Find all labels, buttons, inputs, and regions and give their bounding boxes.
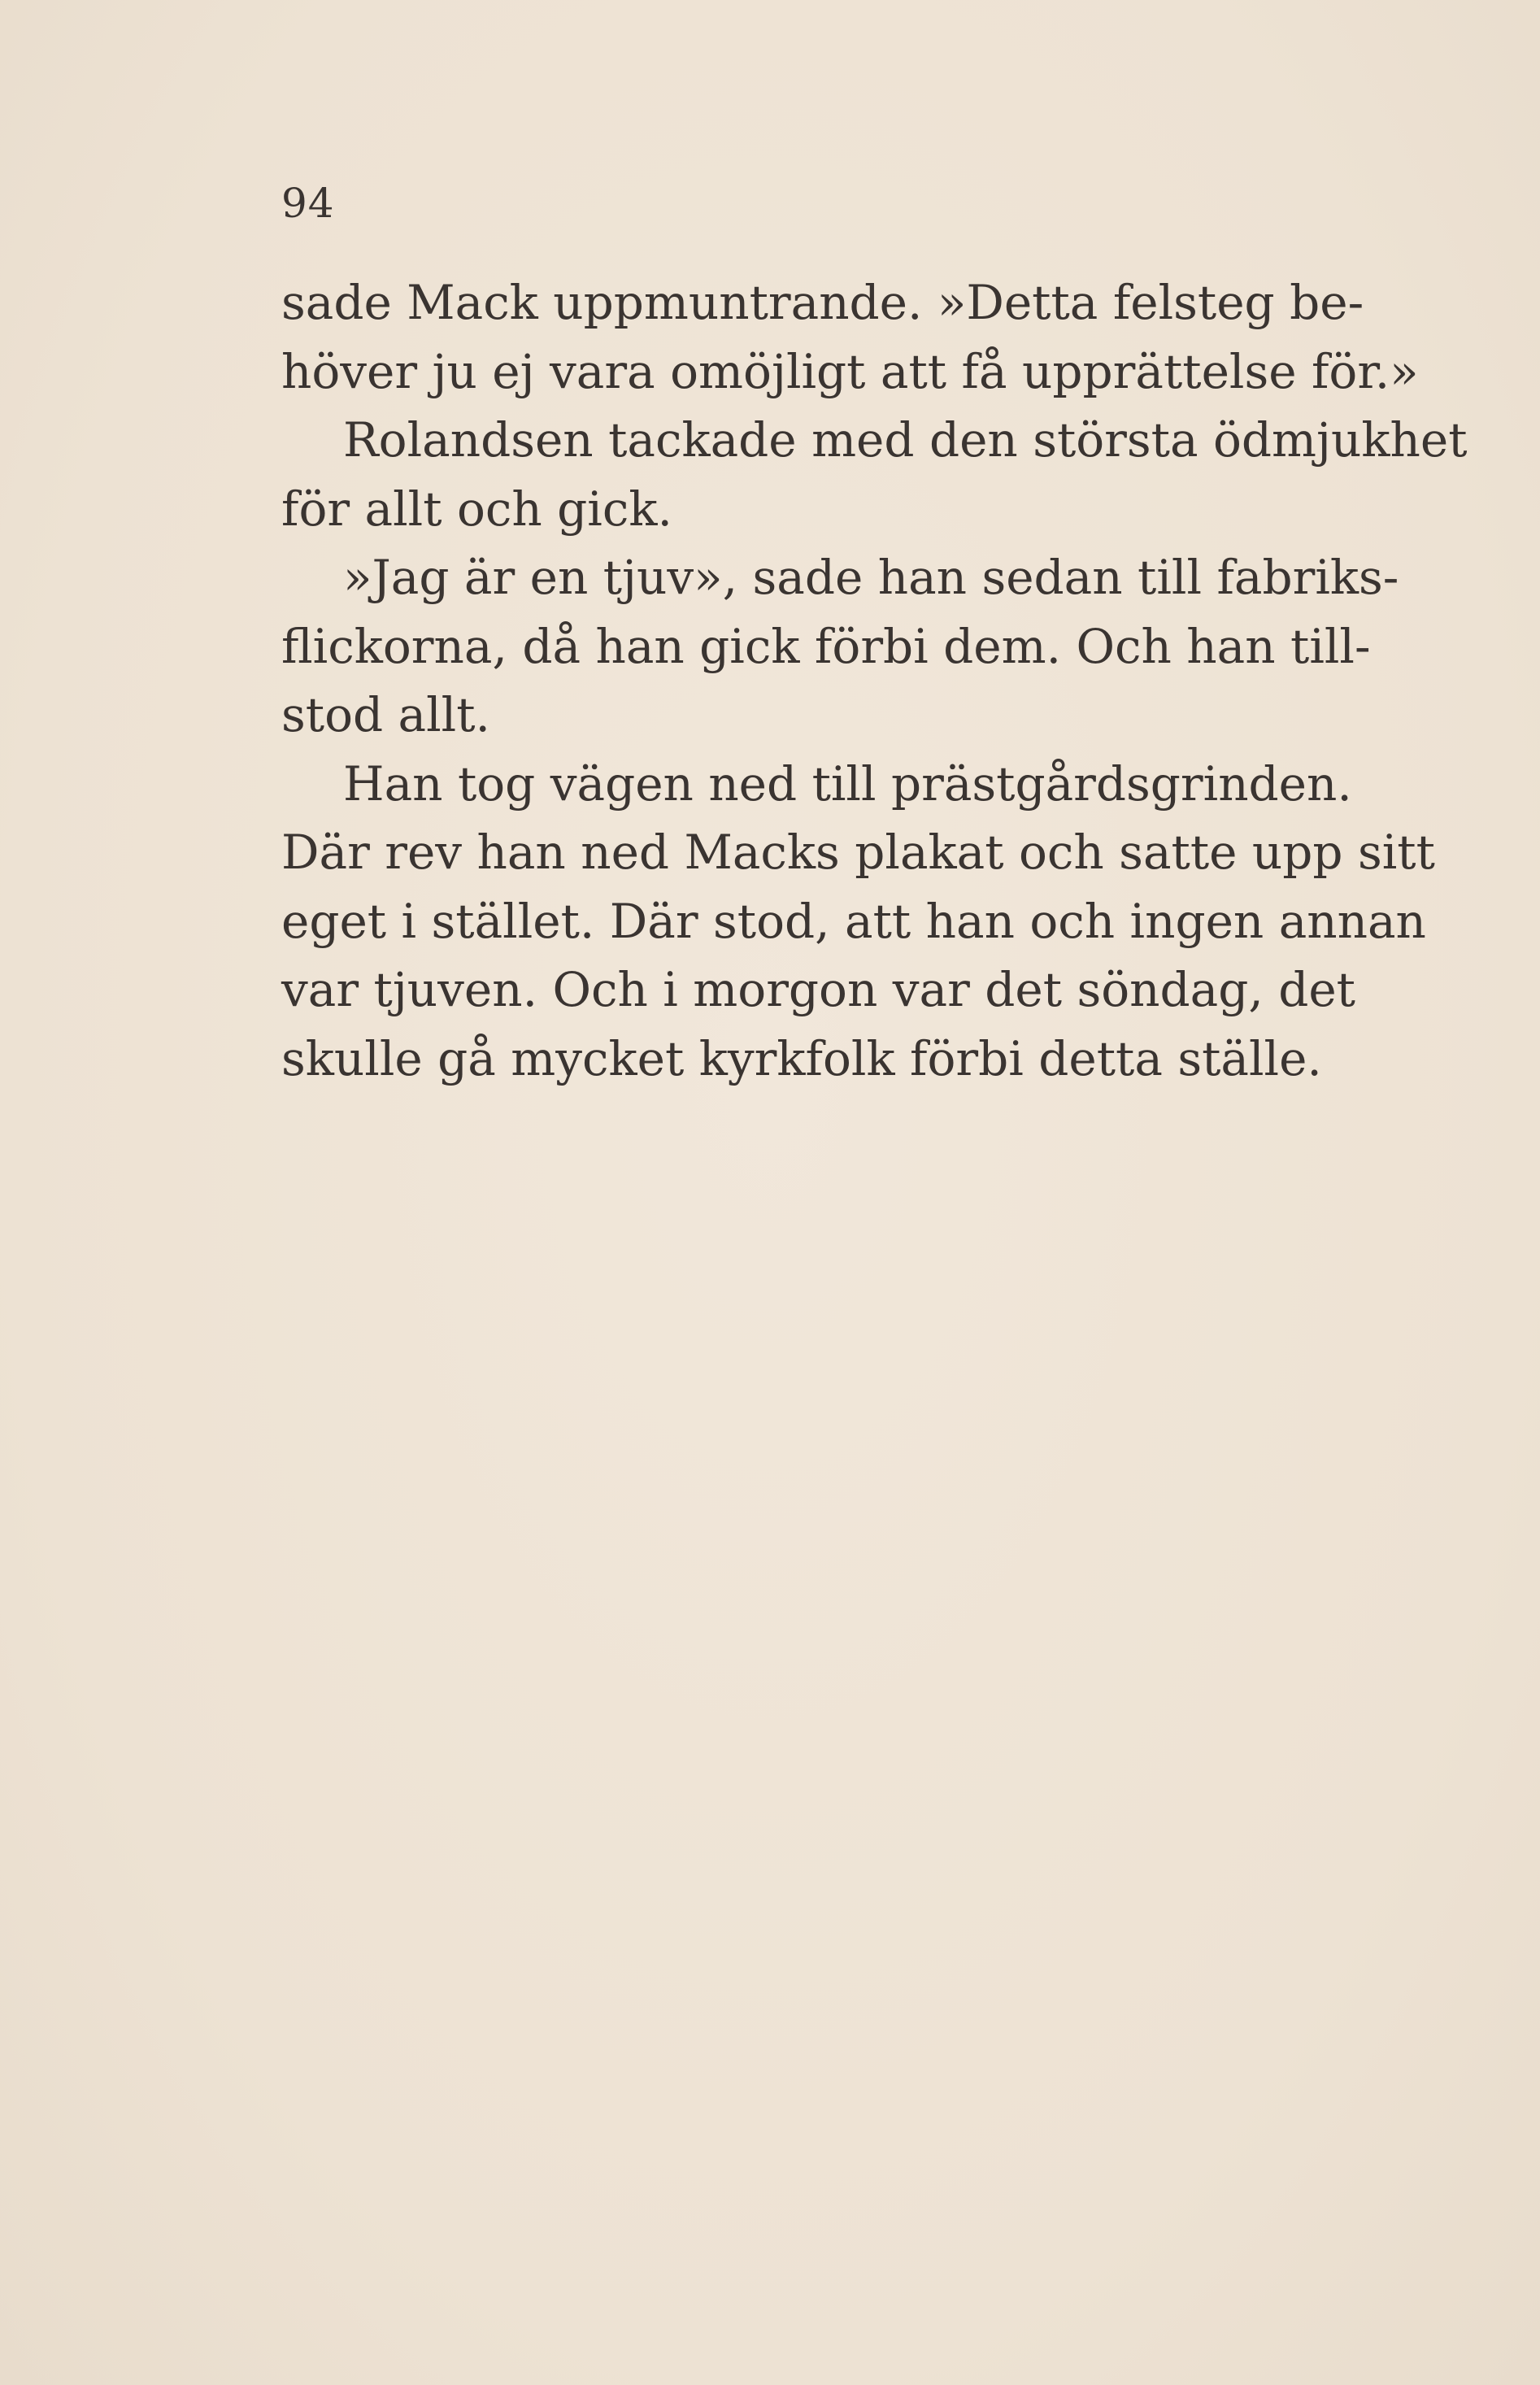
text-line: stod allt. bbox=[281, 687, 490, 742]
text-line: för allt och gick. bbox=[281, 481, 672, 537]
text-line: flickorna, då han gick förbi dem. Och han till- bbox=[281, 618, 1371, 674]
text-line: »Jag är en tjuv», sade han sedan till fabriks- bbox=[343, 550, 1399, 605]
text-line: skulle gå mycket kyrkfolk förbi detta ställe. bbox=[281, 1030, 1322, 1086]
text-line: Han tog vägen ned till prästgårdsgrinden. bbox=[343, 755, 1352, 812]
body-text bbox=[281, 268, 1468, 1093]
text-line: eget i stället. Där stod, att han och ingen annan bbox=[281, 893, 1426, 949]
text-line: var tjuven. Och i morgon var det söndag, det bbox=[281, 962, 1355, 1017]
text-line: sade Mack uppmuntrande. »Detta felsteg be- bbox=[281, 275, 1364, 330]
text-line: höver ju ej vara omöjligt att få upprättelse för.» bbox=[281, 343, 1419, 399]
text-line: Rolandsen tackade med den största ödmjukhet bbox=[343, 412, 1468, 468]
page-number: 94 bbox=[281, 180, 335, 227]
text-line: Där rev han ned Macks plakat och satte upp sitt bbox=[281, 825, 1435, 880]
